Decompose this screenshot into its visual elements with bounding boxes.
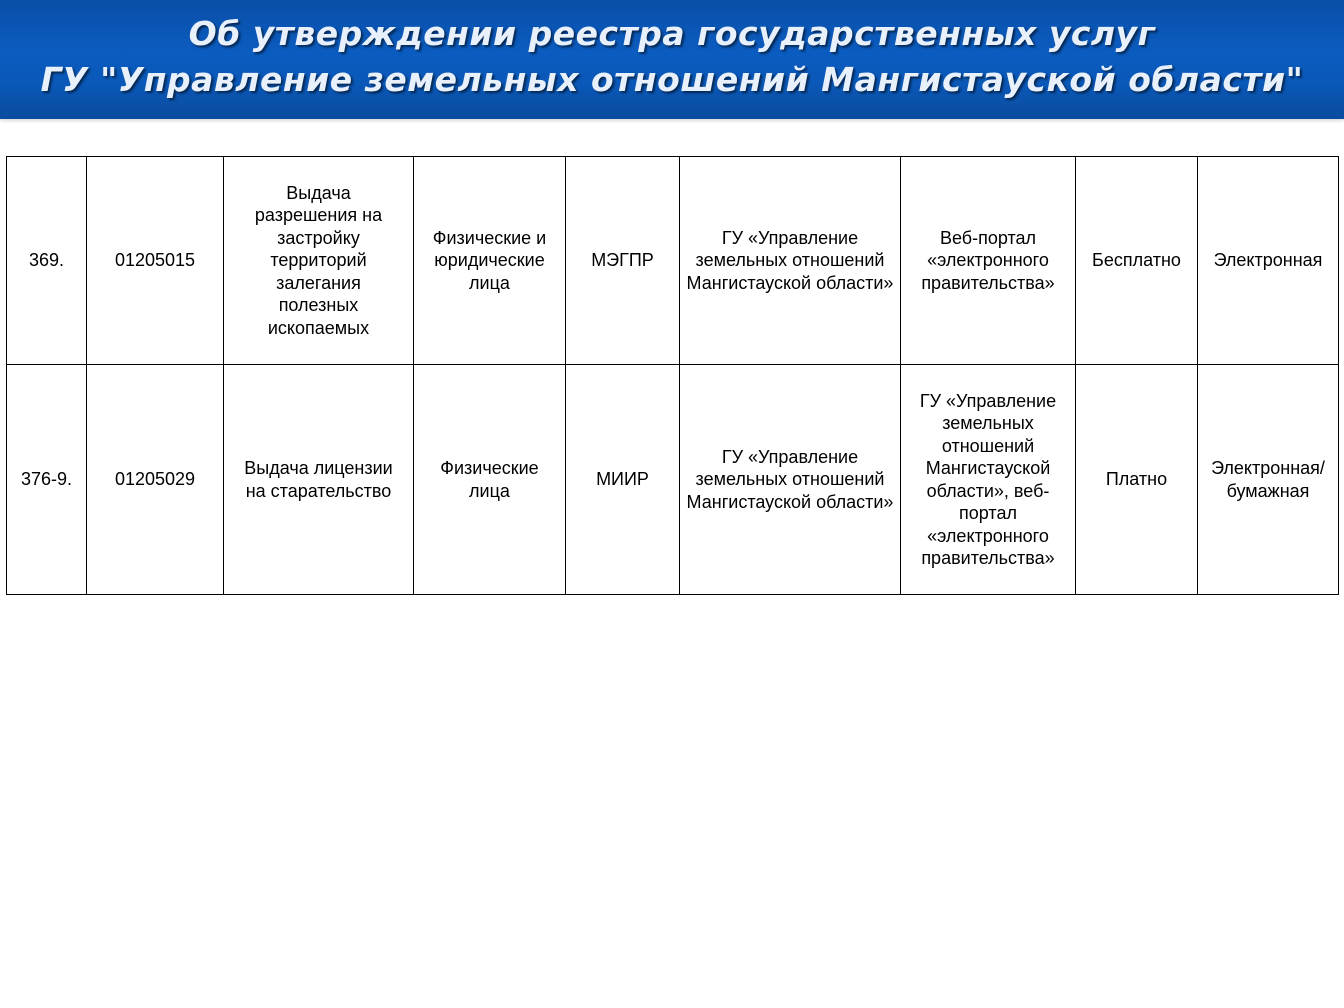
title-line-2: ГУ "Управление земельных отношений Мангистауской области" (40, 60, 1304, 99)
cell-number: 369. (7, 157, 87, 365)
cell-ministry: МИИР (566, 365, 680, 595)
title-line-1: Об утверждении реестра государственных услуг (188, 14, 1156, 53)
cell-code: 01205015 (87, 157, 224, 365)
table-row (7, 365, 1339, 595)
cell-provider: ГУ «Управление земельных отношений Мангистауской области» (680, 157, 901, 365)
services-table (6, 156, 1339, 595)
cell-provider: ГУ «Управление земельных отношений Мангистауской области» (680, 365, 901, 595)
cell-ministry: МЭГПР (566, 157, 680, 365)
cell-form: Электронная (1198, 157, 1339, 365)
cell-cost: Бесплатно (1076, 157, 1198, 365)
cell-form: Электронная/ бумажная (1198, 365, 1339, 595)
table-row (7, 157, 1339, 365)
title-banner (0, 0, 1344, 119)
cell-channel: Веб-портал «электронного правительства» (901, 157, 1076, 365)
cell-cost: Платно (1076, 365, 1198, 595)
cell-service: Выдача лицензии на старательство (224, 365, 414, 595)
cell-recipients: Физические лица (414, 365, 566, 595)
cell-service (224, 157, 414, 365)
cell-number: 376-9. (7, 365, 87, 595)
service-name: Выдача разрешения на застройку территорий залегания полезных ископаемых (254, 182, 383, 338)
cell-recipients: Физические и юридические лица (414, 157, 566, 365)
cell-code: 01205029 (87, 365, 224, 595)
cell-channel: ГУ «Управление земельных отношений Мангистауской области», веб-портал «электронного правительства» (901, 365, 1076, 595)
